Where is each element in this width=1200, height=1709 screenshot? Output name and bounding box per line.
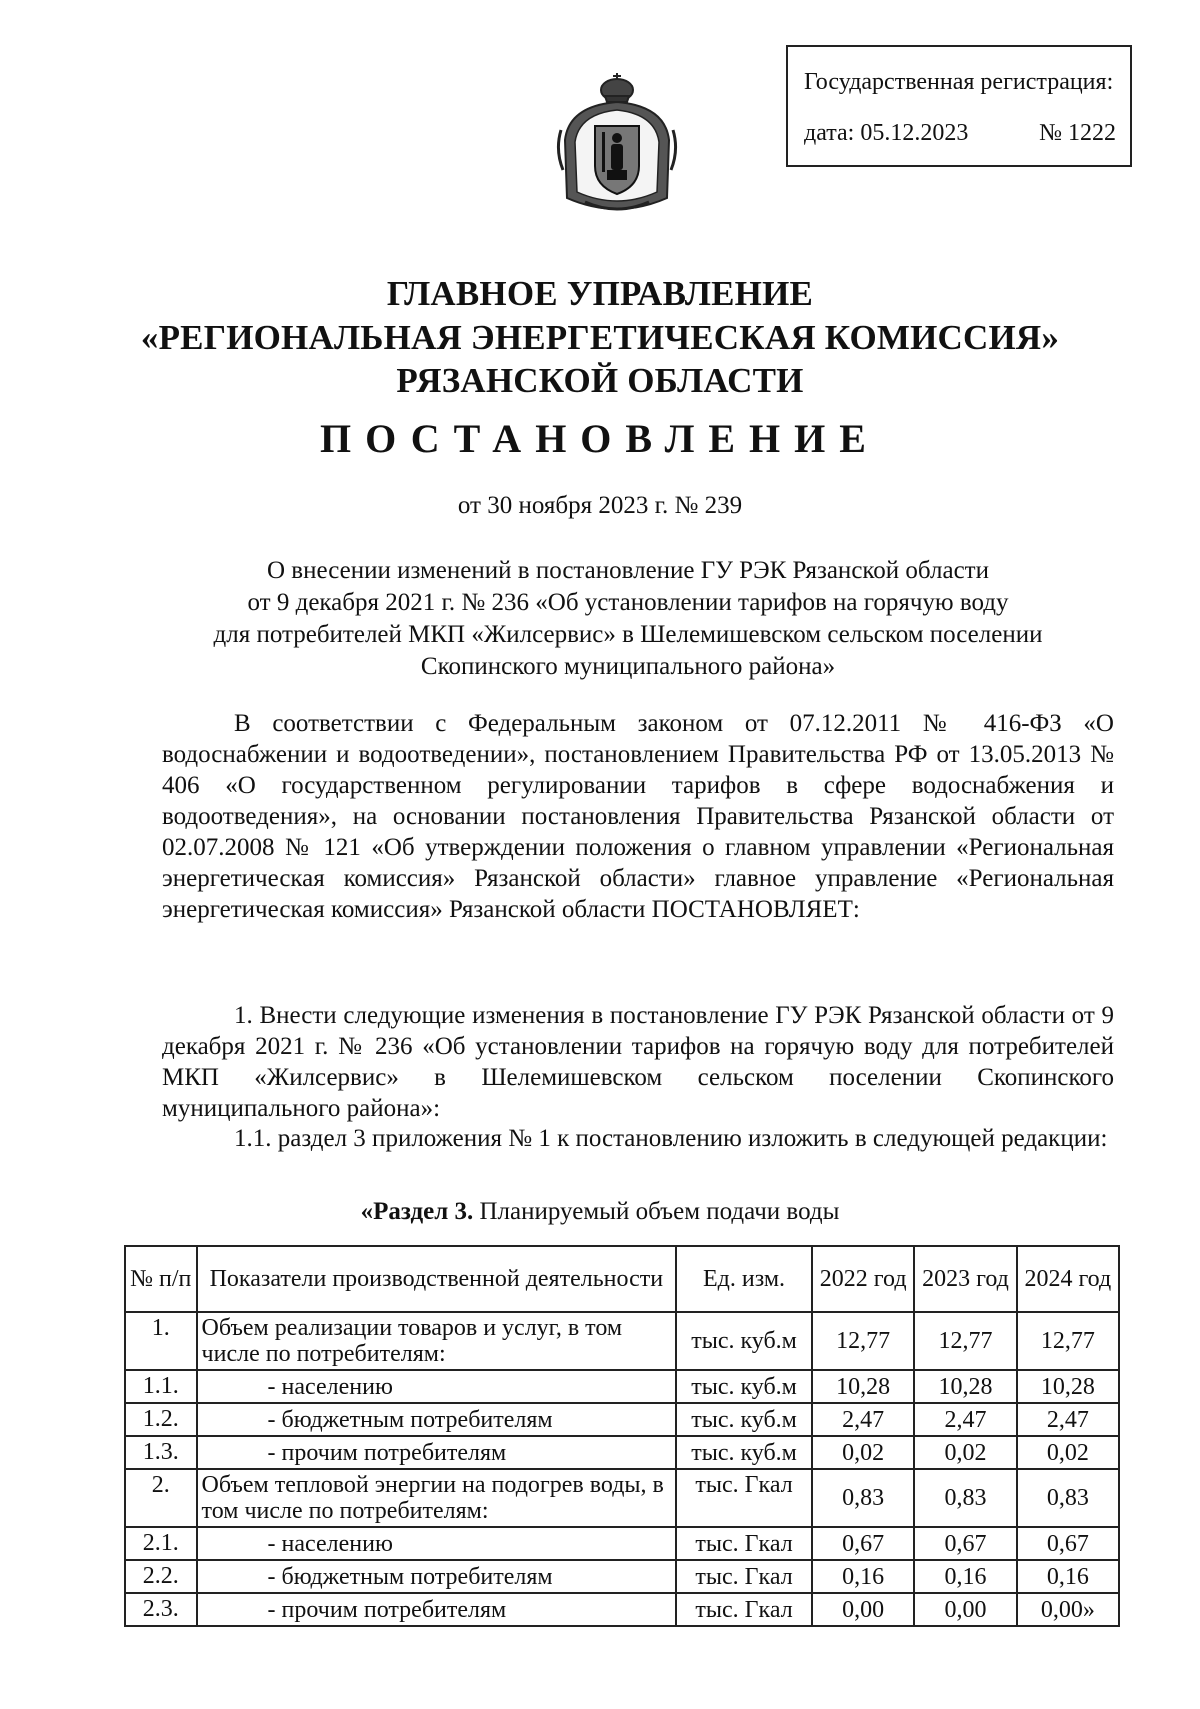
clause-1-paragraph: 1. Внести следующие изменения в постановление ГУ РЭК Рязанской области от 9 декабря 2021 г. № 236 «Об установлении тарифов на горячую воду для потребителей МКП «Жилсервис» в Шелемишевском сельском поселении Скопинского муниципального района»: xyxy=(162,1002,1114,1122)
row-indicator: - бюджетным потребителям xyxy=(197,1403,677,1436)
row-unit: тыс. куб.м xyxy=(676,1312,812,1370)
header-unit: Ед. изм. xyxy=(676,1246,812,1312)
row-2024: 12,77 xyxy=(1017,1312,1119,1370)
row-unit: тыс. Гкал xyxy=(676,1469,812,1527)
row-num: 2.3. xyxy=(125,1593,197,1626)
row-2023: 0,67 xyxy=(914,1527,1016,1560)
table-row xyxy=(125,1436,1119,1469)
row-2022: 2,47 xyxy=(812,1403,914,1436)
header-2022: 2022 год xyxy=(812,1246,914,1312)
subject-line: для потребителей МКП «Жилсервис» в Шелемишевском сельском поселении xyxy=(213,621,1043,648)
row-2023: 0,00 xyxy=(914,1593,1016,1626)
row-2022: 0,02 xyxy=(812,1436,914,1469)
coat-of-arms-icon xyxy=(555,70,679,222)
row-unit: тыс. Гкал xyxy=(676,1560,812,1593)
row-2023: 10,28 xyxy=(914,1370,1016,1403)
row-indicator: Объем тепловой энергии на подогрев воды, в том числе по потребителям: xyxy=(197,1469,677,1527)
clause-1-1-paragraph: 1.1. раздел 3 приложения № 1 к постановлению изложить в следующей редакции: xyxy=(234,1125,1108,1152)
row-2023: 12,77 xyxy=(914,1312,1016,1370)
row-indicator: Объем реализации товаров и услуг, в том числе по потребителям: xyxy=(197,1312,677,1370)
registration-number: № 1222 xyxy=(1039,120,1116,146)
subject-line: Скопинского муниципального района» xyxy=(420,653,836,680)
row-2023: 0,16 xyxy=(914,1560,1016,1593)
row-num: 1. xyxy=(125,1312,197,1370)
row-num: 1.1. xyxy=(125,1370,197,1403)
row-2022: 10,28 xyxy=(812,1370,914,1403)
header-2024: 2024 год xyxy=(1017,1246,1119,1312)
row-2022: 0,83 xyxy=(812,1469,914,1527)
section-title-rest: Планируемый объем подачи воды xyxy=(473,1198,840,1225)
row-unit: тыс. куб.м xyxy=(676,1403,812,1436)
document-type: ПОСТАНОВЛЕНИЕ xyxy=(320,416,880,461)
row-indicator: - населению xyxy=(197,1527,677,1560)
table-row xyxy=(125,1593,1119,1626)
row-unit: тыс. куб.м xyxy=(676,1436,812,1469)
table-row xyxy=(125,1312,1119,1370)
row-2024: 0,02 xyxy=(1017,1436,1119,1469)
table-row xyxy=(125,1370,1119,1403)
row-indicator: - населению xyxy=(197,1370,677,1403)
row-num: 2.2. xyxy=(125,1560,197,1593)
row-num: 1.2. xyxy=(125,1403,197,1436)
header-num: № п/п xyxy=(125,1246,197,1312)
section-title-bold: «Раздел 3. xyxy=(360,1198,474,1225)
subject-line: О внесении изменений в постановление ГУ РЭК Рязанской области xyxy=(267,557,989,584)
row-2024: 10,28 xyxy=(1017,1370,1119,1403)
row-2022: 0,00 xyxy=(812,1593,914,1626)
row-2022: 0,67 xyxy=(812,1527,914,1560)
row-2024: 0,67 xyxy=(1017,1527,1119,1560)
registration-title: Государственная регистрация: xyxy=(804,69,1114,95)
org-name-line-1: ГЛАВНОЕ УПРАВЛЕНИЕ xyxy=(386,274,814,313)
org-name-line-2: «РЕГИОНАЛЬНАЯ ЭНЕРГЕТИЧЕСКАЯ КОМИССИЯ» xyxy=(140,318,1060,357)
row-indicator: - прочим потребителям xyxy=(197,1436,677,1469)
document-date-number: от 30 ноября 2023 г. № 239 xyxy=(457,492,743,519)
table-row xyxy=(125,1469,1119,1527)
water-supply-table xyxy=(124,1245,1120,1627)
row-unit: тыс. Гкал xyxy=(676,1593,812,1626)
document-subject xyxy=(150,555,1106,683)
table-header-row xyxy=(125,1246,1119,1312)
row-2024: 0,16 xyxy=(1017,1560,1119,1593)
row-num: 2. xyxy=(125,1469,197,1527)
section-title xyxy=(0,1198,1200,1226)
row-2023: 0,02 xyxy=(914,1436,1016,1469)
row-2024: 2,47 xyxy=(1017,1403,1119,1436)
registration-stamp xyxy=(786,45,1132,167)
row-2023: 2,47 xyxy=(914,1403,1016,1436)
table-row xyxy=(125,1527,1119,1560)
row-unit: тыс. куб.м xyxy=(676,1370,812,1403)
table-row xyxy=(125,1560,1119,1593)
subject-line: от 9 декабря 2021 г. № 236 «Об установлении тарифов на горячую воду xyxy=(247,589,1009,616)
org-name-line-3: РЯЗАНСКОЙ ОБЛАСТИ xyxy=(396,361,804,400)
row-num: 2.1. xyxy=(125,1527,197,1560)
row-num: 1.3. xyxy=(125,1436,197,1469)
row-indicator: - прочим потребителям xyxy=(197,1593,677,1626)
row-indicator: - бюджетным потребителям xyxy=(197,1560,677,1593)
header-indicator: Показатели производственной деятельности xyxy=(197,1246,677,1312)
table-row xyxy=(125,1403,1119,1436)
preamble-paragraph: В соответствии с Федеральным законом от 07.12.2011 № 416-ФЗ «О водоснабжении и водоотведении», постановлением Правительства РФ от 13.05.2013 № 406 «О государственном регулировании тарифов в сфере водоснабжения и водоотведения», на основании постановления Правительства Рязанской области от 02.07.2008 № 121 «Об утверждении положения о главном управлении «Региональная энергетическая комиссия» Рязанской области» главное управление «Региональная энергетическая комиссия» Рязанской области ПОСТАНОВЛЯЕТ: xyxy=(162,710,1114,923)
row-2023: 0,83 xyxy=(914,1469,1016,1527)
header-2023: 2023 год xyxy=(914,1246,1016,1312)
row-2024: 0,00» xyxy=(1017,1593,1119,1626)
registration-date: дата: 05.12.2023 xyxy=(804,120,969,146)
row-unit: тыс. Гкал xyxy=(676,1527,812,1560)
row-2024: 0,83 xyxy=(1017,1469,1119,1527)
row-2022: 12,77 xyxy=(812,1312,914,1370)
row-2022: 0,16 xyxy=(812,1560,914,1593)
